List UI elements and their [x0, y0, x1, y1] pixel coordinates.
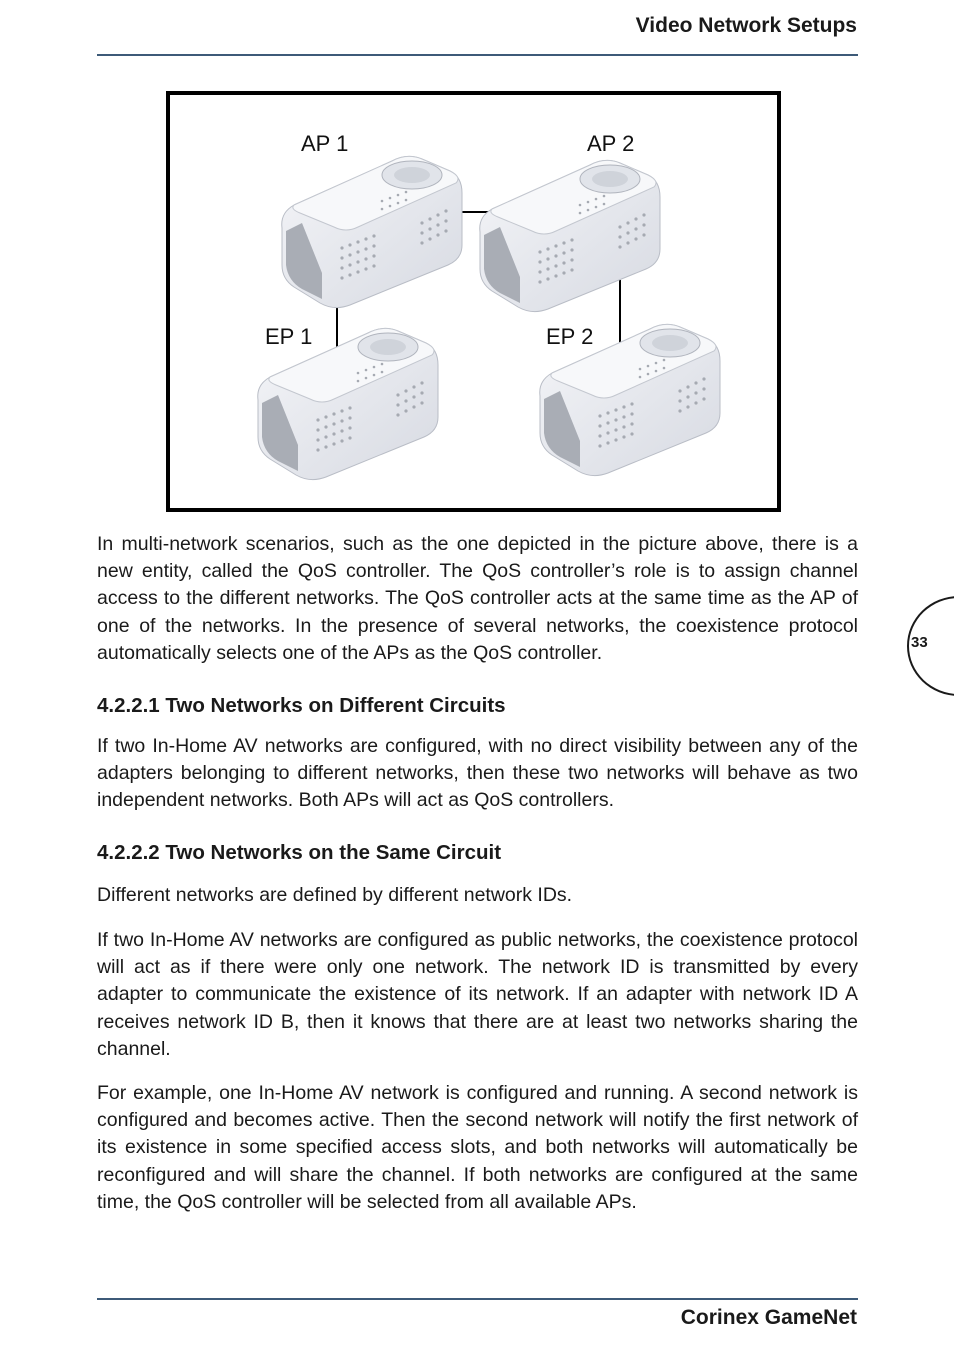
different-circuits-paragraph: If two In-Home AV networks are configured, with no direct visibility between any of the adapters belonging to different networks, then these two networks will behave as two independent networks. Both APs will act as QoS controllers.: [97, 735, 858, 812]
footer-rule: [97, 1298, 858, 1300]
ap1-adapter: [282, 156, 462, 307]
ap1-label: AP 1: [301, 131, 349, 156]
ep2-label: EP 2: [546, 324, 594, 349]
ap2-adapter: [480, 160, 660, 311]
ep1-label: EP 1: [265, 324, 313, 349]
example-paragraph: For example, one In-Home AV network is configured and running. A second network is configured and becomes active. Then the second network will notify the first network of its existence in some specified access slots, and both networks will automatically be reconfigured and will share the channel. If both networks are configured at the same time, the QoS controller will be selected from all available APs.: [97, 1082, 858, 1213]
ep1-adapter: [258, 328, 438, 479]
adapter-diagram: [170, 95, 777, 508]
section-heading-different-circuits: 4.2.2.1 Two Networks on Different Circuits: [97, 694, 506, 717]
page-number: 33: [911, 634, 928, 651]
intro-paragraph: In multi-network scenarios, such as the one depicted in the picture above, there is a new entity, called the QoS controller. The QoS controller’s role is to assign channel access to the different networks. The QoS controller acts at the same time as the AP of one of the networks. In the presence of several networks, the coexistence protocol automatically selects one of the APs as the QoS controller.: [97, 533, 858, 664]
network-ids-paragraph: Different networks are defined by different network IDs.: [97, 884, 573, 906]
running-footer: Corinex GameNet: [680, 1306, 857, 1329]
running-header: Video Network Setups: [635, 14, 857, 37]
public-networks-paragraph: If two In-Home AV networks are configured as public networks, the coexistence protocol will act as if there were only one network. The network ID is transmitted by every adapter to communicate the existence of its network. If an adapter with network ID A receives network ID B, then it knows that there are at least two networks sharing the channel.: [97, 929, 858, 1060]
header-rule: [97, 54, 858, 56]
ap2-label: AP 2: [587, 131, 635, 156]
network-figure: [166, 91, 781, 512]
section-heading-same-circuit: 4.2.2.2 Two Networks on the Same Circuit: [97, 841, 502, 864]
